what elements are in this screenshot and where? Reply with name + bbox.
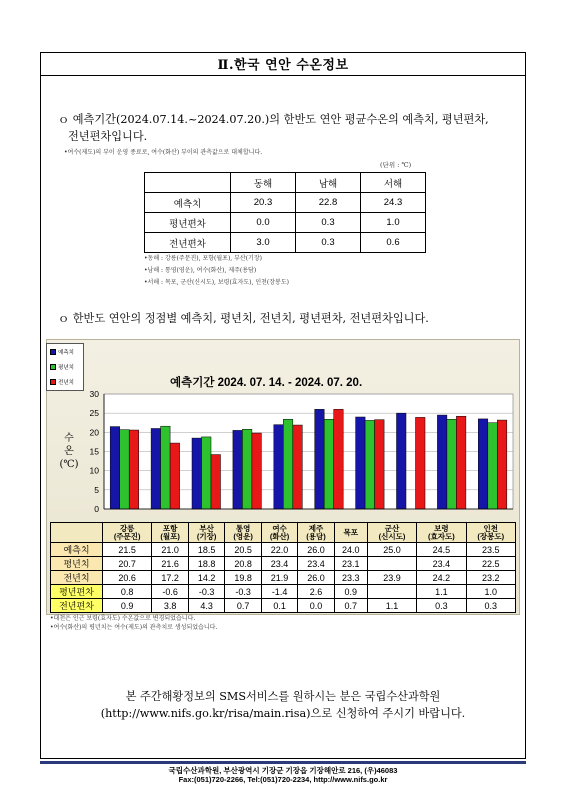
y-tick-label: 0 [94,504,99,514]
station-cell: 1.1 [367,599,416,613]
footer-rule [40,761,526,764]
station-cell: 0.0 [298,599,334,613]
summary-cell: 24.3 [361,193,426,213]
summary-cell: 20.3 [231,193,296,213]
footer-address [40,766,526,784]
station-column-header [466,523,515,543]
summary-cell: 0.6 [361,233,426,253]
station-cell: 26.0 [298,543,334,557]
chart-legend [46,343,84,391]
summary-cell: 0.3 [296,233,361,253]
station-cell: 0.3 [417,599,466,613]
legend-label-prev: 전년치 [58,379,74,386]
station-cell: 24.5 [417,543,466,557]
legend-label-forecast: 예측치 [58,349,74,356]
station-cell: 2.6 [298,585,334,599]
summary-row [145,193,426,213]
station-cell: 4.3 [188,599,224,613]
summary-row-label: 예측치 [145,193,231,213]
legend-item-forecast [47,344,83,359]
legend-item-normal [47,359,83,374]
region-note-east: •동해 : 강릉(주문진), 포항(월포), 부산(기장) [144,255,262,262]
station-subname: (월포) [160,531,180,541]
station-cell: -0.3 [188,585,224,599]
station-subname: (기장) [196,531,217,541]
station-name: 강릉 [119,523,135,533]
sms-line-1: 본 주간해황정보의 SMS서비스를 원하시는 분은 국립수산과학원 [125,690,441,703]
station-name: 제주 [308,523,324,533]
station-row [51,571,516,585]
station-row-label: 예측치 [51,543,103,557]
station-name: 부산 [199,523,214,533]
station-cell: 23.9 [367,571,416,585]
summary-header-cell [145,173,231,193]
station-cell: 0.9 [334,585,367,599]
station-cell: 20.6 [103,571,152,585]
station-column-header [417,523,466,543]
station-cell: 25.0 [367,543,416,557]
summary-header-cell: 남해 [296,173,361,193]
station-cell [367,585,416,599]
station-cell: 0.8 [103,585,152,599]
station-cell: 0.3 [466,599,515,613]
station-cell: 23.4 [261,557,297,571]
station-subname: (주문진) [113,531,141,541]
chart-ylabel: 수 온 (℃) [59,433,79,470]
section-title: Ⅱ.한국 연안 수온정보 [40,52,526,76]
station-note-1: •대천은 인근 보령(효자도) 수온값으로 변경되었습니다. [50,615,196,622]
y-tick-label: 20 [89,427,99,438]
station-cell: 1.0 [466,585,515,599]
y-tick-label: 15 [89,446,99,457]
y-tick-label: 25 [89,408,99,419]
station-cell: 21.0 [152,543,188,557]
station-name: 보령 [434,523,449,533]
station-row-label: 전년치 [51,571,103,585]
legend-label-normal: 평년치 [58,364,74,371]
station-table [50,522,516,613]
region-note-west: •서해 : 목포, 군산(신시도), 보령(효자도), 인천(장봉도) [144,279,289,286]
station-cell: 22.0 [261,543,297,557]
summary-cell: 3.0 [231,233,296,253]
station-cell: 21.6 [152,557,188,571]
station-cell: 0.7 [225,599,261,613]
summary-row [145,233,426,253]
station-cell: 22.5 [466,557,515,571]
station-row [51,543,516,557]
station-cell: 23.2 [466,571,515,585]
summary-cell: 0.3 [296,213,361,233]
chart-title: 예측기간 2024. 07. 14. - 2024. 07. 20. [170,377,363,389]
summary-row-label: 전년편차 [145,233,231,253]
legend-swatch-normal [50,364,56,370]
station-subname: (영운) [233,531,253,541]
station-column-header [367,523,416,543]
station-subname: (신시도) [378,531,406,541]
station-cell: -0.3 [225,585,261,599]
summary-table [144,172,426,253]
station-cell: 26.0 [298,571,334,585]
station-name: 포항 [162,523,178,533]
summary-cell: 22.8 [296,193,361,213]
intro-note: •여수(제도)의 부이 운영 종료로, 여수(화산) 부이의 관측값으로 대체합니다. [64,149,263,156]
y-tick-label: 10 [89,465,99,476]
station-subname: (효자도) [427,531,455,541]
station-cell: 23.4 [298,557,334,571]
station-row-label: 전년편차 [51,599,103,613]
station-column-header [298,523,334,543]
station-intro: ｏ 한반도 연안의 정점별 예측치, 평년치, 전년치, 평년편차, 전년편차입니다. [58,312,429,325]
station-cell: 1.1 [417,585,466,599]
summary-row-label: 평년편차 [145,213,231,233]
unit-label: (단위 : ℃) [380,161,412,169]
station-name: 여수 [272,523,287,533]
legend-swatch-prev [50,379,56,385]
station-name: 목포 [343,527,359,537]
station-cell: 24.0 [334,543,367,557]
station-column-header [152,523,188,543]
intro-line-2: 전년편차입니다. [68,130,148,143]
station-row [51,599,516,613]
station-row-label: 평년치 [51,557,103,571]
y-tick-label: 30 [89,389,99,399]
station-cell: 0.9 [103,599,152,613]
station-column-header [225,523,261,543]
station-cell: 18.8 [188,557,224,571]
station-cell: 21.5 [103,543,152,557]
station-name: 통영 [235,523,251,533]
station-cell: -1.4 [261,585,297,599]
station-subname: (용담) [306,531,326,541]
station-column-header [334,523,367,543]
station-cell: 3.8 [152,599,188,613]
station-cell: 21.9 [261,571,297,585]
station-cell: 20.5 [225,543,261,557]
footer-contact-line: Fax:(051)720-2266, Tel:(051)720-2234, http://www.nifs.go.kr [178,775,388,784]
summary-header-cell: 동해 [231,173,296,193]
summary-cell: 1.0 [361,213,426,233]
station-cell: 23.4 [417,557,466,571]
footer-address-line-1: 국립수산과학원, 부산광역시 기장군 기장읍 기장해안로 216, (우)46083 [168,766,398,775]
station-cell: 19.8 [225,571,261,585]
station-name: 군산 [384,523,400,533]
station-cell: 0.7 [334,599,367,613]
station-subname: (장봉도) [477,531,505,541]
station-cell: 20.8 [225,557,261,571]
station-column-header [188,523,224,543]
station-cell: 23.5 [466,543,515,557]
station-cell: 23.3 [334,571,367,585]
region-note-south: •남해 : 통영(영운), 여수(화산), 제주(용담) [144,267,257,274]
legend-swatch-forecast [50,349,56,355]
station-cell: 17.2 [152,571,188,585]
station-name: 인천 [483,523,499,533]
station-table-corner [51,523,103,543]
station-cell: 18.5 [188,543,224,557]
station-cell: 20.7 [103,557,152,571]
station-cell: 23.1 [334,557,367,571]
station-row-label: 평년편차 [51,585,103,599]
station-note-2: •여수(화산)의 평년치는 여수(제도)의 관측치로 생성되었습니다. [50,624,218,631]
summary-row [145,213,426,233]
station-row [51,585,516,599]
sms-line-2: (http://www.nifs.go.kr/risa/main.risa)으로 신청하여 주시기 바랍니다. [100,707,466,720]
station-column-header [103,523,152,543]
station-cell [367,557,416,571]
station-column-header [261,523,297,543]
station-cell: 0.1 [261,599,297,613]
station-cell: -0.6 [152,585,188,599]
intro-line-1: ｏ 예측기간(2024.07.14.~2024.07.20.)의 한반도 연안 평균수온의 예측치, 평년편차, [58,113,489,126]
summary-header-cell: 서해 [361,173,426,193]
summary-cell: 0.0 [231,213,296,233]
y-tick-label: 5 [94,484,99,495]
station-cell: 14.2 [188,571,224,585]
summary-row [145,173,426,193]
sms-service-message [40,688,526,722]
station-subname: (화산) [269,531,290,541]
legend-item-prev [47,374,83,389]
station-row [51,557,516,571]
station-cell: 24.2 [417,571,466,585]
